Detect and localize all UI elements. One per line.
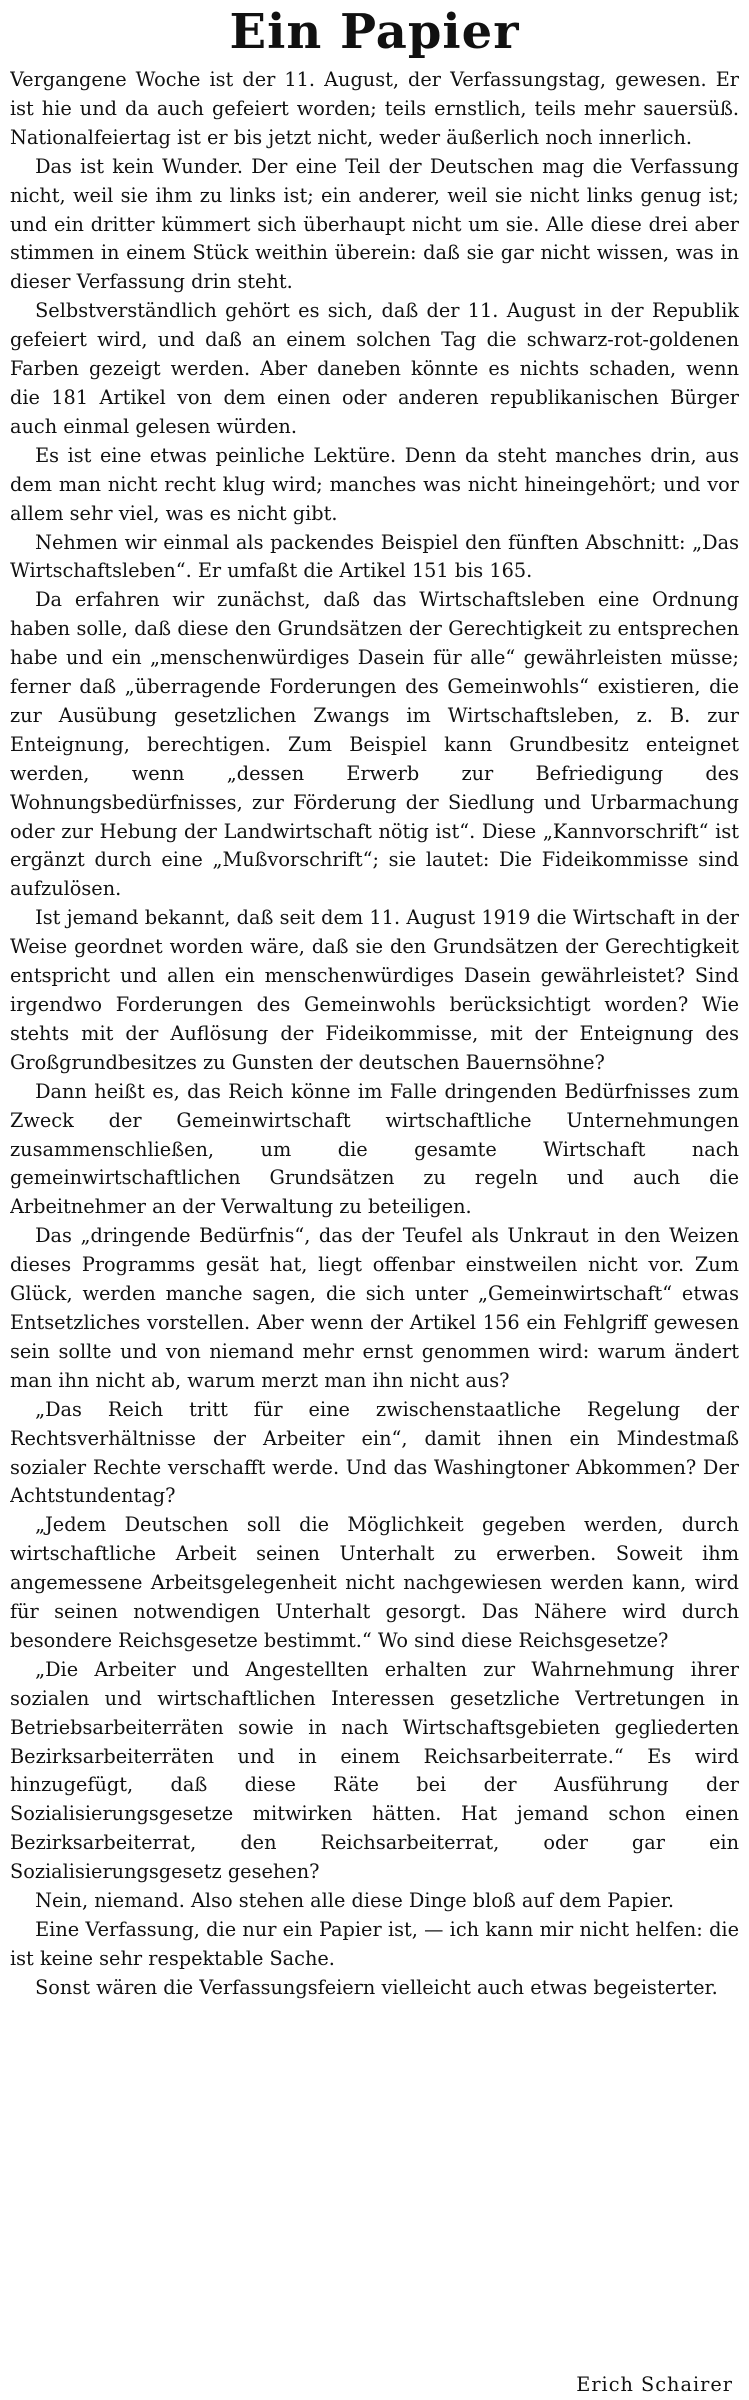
- article-paragraph: Eine Verfassung, die nur ein Papier ist, — ich kann mir nicht helfen: die ist keine sehr respektable Sache.: [10, 1918, 739, 1970]
- article-paragraph: „Jedem Deutschen soll die Möglichkeit gegeben werden, durch wirtschaftliche Arbeit seinen Unterhalt zu erwerben. Soweit ihm angemessene Arbeitsgelegenheit nicht nachgewiesen werden kann, wird für seinen notwendigen Unterhalt gesorgt. Das Nähere wird durch besondere Reichsgesetze bestimmt.“ Wo sind diese Reichsgesetze?: [10, 1513, 739, 1652]
- article-body: [10, 66, 739, 2003]
- article-paragraph: Es ist eine etwas peinliche Lektüre. Denn da steht manches drin, aus dem man nicht recht klug wird; manches was nicht hineingehört; und vor allem sehr viel, was es nicht gibt.: [10, 443, 739, 525]
- article-paragraph: Dann heißt es, das Reich könne im Falle dringenden Bedürfnisses zum Zweck der Gemeinwirtschaft wirtschaftliche Unternehmungen zusammenschließen, um die gesamte Wirtschaft nach gemeinwirtschaftlichen Grundsätzen zu regeln und auch die Arbeitnehmer an der Verwaltung zu beteiligen.: [10, 1079, 739, 1219]
- article-paragraph: Nehmen wir einmal als packendes Beispiel den fünften Abschnitt: „Das Wirtschaftsleben“. Er umfaßt die Artikel 151 bis 165.: [10, 530, 739, 583]
- article-paragraph: „Die Arbeiter und Angestellten erhalten zur Wahrnehmung ihrer sozialen und wirtschaftlichen Interessen gesetzliche Vertretungen in Betriebsarbeiterräten sowie in nach Wirtschaftsgebieten gegliederten Bezirksarbeiterräten und in einem Reichsarbeiterrate.“ Es wird hinzugefügt, daß diese Räte bei der Ausführung der Sozialisierungsgesetze mitwirken hätten. Hat jemand schon einen Bezirksarbeiterrat, den Reichsarbeiterrat, oder gar ein Sozialisierungsgesetz gesehen?: [10, 1657, 739, 1884]
- article-paragraph: Vergangene Woche ist der 11. August, der Verfassungstag, gewesen. Er ist hie und da auch gefeiert worden; teils ernstlich, teils mehr sauersüß. Nationalfeiertag ist er bis jetzt nicht, weder äußerlich noch innerlich.: [10, 68, 739, 149]
- article-paragraph: Ist jemand bekannt, daß seit dem 11. August 1919 die Wirtschaft in der Weise geordnet worden wäre, daß sie den Grundsätzen der Gerechtigkeit entspricht und allen ein menschenwürdiges Dasein gewährleistet? Sind irgendwo Forderungen des Gemeinwohls berücksichtigt worden? Wie stehts mit der Auflösung der Fideikommisse, mit der Enteignung des Großgrundbesitzes zu Gunsten der deutschen Bauernsöhne?: [10, 906, 739, 1074]
- author-signature: Erich Schairer: [576, 2373, 733, 2397]
- article-paragraph: Sonst wären die Verfassungsfeiern vielleicht auch etwas begeisterter.: [35, 1975, 718, 1999]
- article-title: Ein Papier: [229, 4, 520, 60]
- article-paragraph: „Das Reich tritt für eine zwischenstaatliche Regelung der Rechtsverhältnisse der Arbeiter ein“, damit ihnen ein Mindestmaß sozialer Rechte verschafft werde. Und das Washingtoner Abkommen? Der Achtstundentag?: [10, 1397, 739, 1508]
- article-paragraph: Das „dringende Bedürfnis“, das der Teufel als Unkraut in den Weizen dieses Programms gesät hat, liegt offenbar einstweilen nicht vor. Zum Glück, werden manche sagen, die sich unter „Gemeinwirtschaft“ etwas Entsetzliches vorstellen. Aber wenn der Artikel 156 ein Fehlgriff gewesen sein sollte und von niemand mehr ernst genommen wird: warum ändert man ihn nicht ab, warum merzt man ihn nicht aus?: [10, 1224, 739, 1392]
- article-paragraph: Nein, niemand. Also stehen alle diese Dinge bloß auf dem Papier.: [35, 1889, 675, 1913]
- article-paragraph: Da erfahren wir zunächst, daß das Wirtschaftsleben eine Ordnung haben solle, daß diese den Grundsätzen der Gerechtigkeit zu entsprechen habe und ein „menschenwürdiges Dasein für alle“ gewährleisten müsse; ferner daß „überragende Forderungen des Gemeinwohls“ existieren, die zur Ausübung gesetzlichen Zwangs im Wirtschaftsleben, z. B. zur Enteignung, berechtigen. Zum Beispiel kann Grundbesitz enteignet werden, wenn „dessen Erwerb zur Befriedigung des Wohnungsbedürfnisses, zur Förderung der Siedlung und Urbarmachung oder zur Hebung der Landwirtschaft nötig ist“. Diese „Kannvorschrift“ ist ergänzt durch eine „Mußvorschrift“; sie lautet: Die Fideikommisse sind aufzulösen.: [10, 588, 739, 901]
- newspaper-clipping: [10, 0, 739, 2400]
- article-paragraph: Das ist kein Wunder. Der eine Teil der Deutschen mag die Verfassung nicht, weil sie ihm zu links ist; ein anderer, weil sie nicht links genug ist; und ein dritter kümmert sich überhaupt nicht um sie. Alle diese drei aber stimmen in einem Stück weithin überein: daß sie gar nicht wissen, was in dieser Verfassung drin steht.: [10, 154, 739, 294]
- article-paragraph: Selbstverständlich gehört es sich, daß der 11. August in der Republik gefeiert wird, und daß an einem solchen Tag die schwarz-rot-goldenen Farben gezeigt werden. Aber daneben könnte es nichts schaden, wenn die 181 Artikel von dem einen oder anderen republikanischen Bürger auch einmal gelesen würden.: [10, 299, 739, 438]
